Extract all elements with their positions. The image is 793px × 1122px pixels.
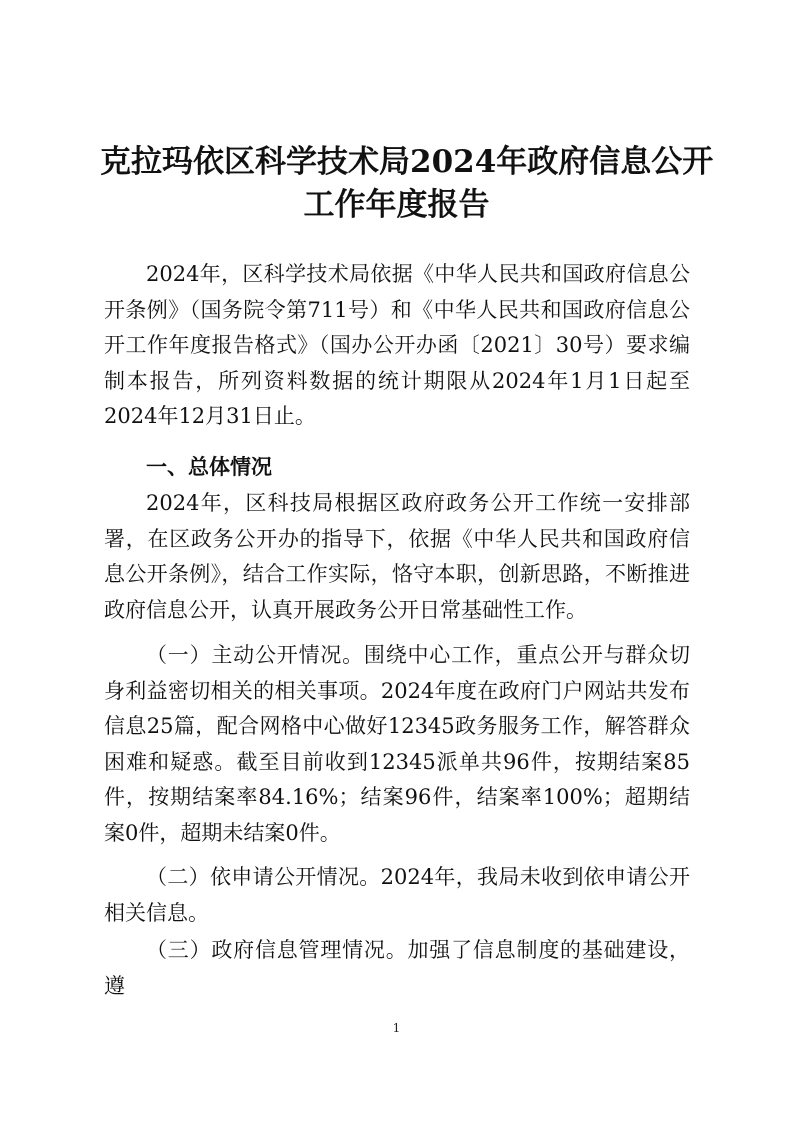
overview-text: 2024年，区科技局根据区政府政务公开工作统一安排部署，在区政务公开办的指导下，依据《中华人民共和国政府信息公开条例》，结合工作实际，恪守本职，创新思路，不断推进政府信息公开，认真开展政务公开日常基础性工作。 [104,491,690,622]
active-disclosure-paragraph [104,638,690,852]
document-title-line-1: 克拉玛依区科学技术局2024年政府信息公开 [100,144,714,180]
info-management-text: （三）政府信息管理情况。加强了信息制度的基础建设，遵 [104,938,690,998]
request-disclosure-text: （二）依申请公开情况。2024年，我局未收到依申请公开相关信息。 [104,865,690,925]
section-heading-text: 一、总体情况 [146,455,272,479]
intro-text: 2024年，区科学技术局依据《中华人民共和国政府信息公开条例》（国务院令第711号）和《中华人民共和国政府信息公开工作年度报告格式》（国办公开办函〔2021〕30号）要求编制本报告，所列资料数据的统计期限从2024年1月1日起至2024年12月31日止。 [104,262,690,429]
page-number: 1 [392,1021,401,1035]
active-disclosure-text: （一）主动公开情况。围绕中心工作，重点公开与群众切身利益密切相关的相关事项。2024年度在政府门户网站共发布信息25篇，配合网格中心做好12345政务服务工作，解答群众困难和疑惑。截至目前收到12345派单共96件，按期结案85件，按期结案率84.16%；结案96件，结案率100%；超期结案0件，超期未结案0件。 [104,643,690,845]
intro-paragraph [104,257,690,435]
info-management-paragraph [104,933,690,1004]
request-disclosure-paragraph [104,860,690,931]
section-heading-overview [104,450,690,486]
document-title-line-2: 工作年度报告 [303,187,490,223]
overview-paragraph [104,486,690,628]
